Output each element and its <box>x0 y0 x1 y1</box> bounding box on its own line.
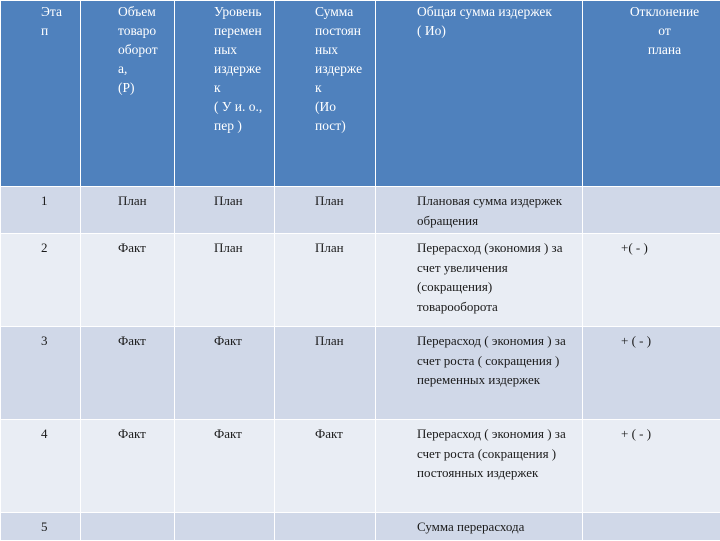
cell-variable-level: Факт <box>175 420 275 513</box>
cell-variable-level <box>175 513 275 541</box>
cell-stage: 2 <box>1 234 81 327</box>
cell-variable-level: План <box>175 234 275 327</box>
cell-total-costs: Сумма перерасхода <box>376 513 583 541</box>
cell-deviation <box>583 187 720 234</box>
table-row <box>1 513 720 541</box>
cell-fixed-costs <box>275 513 376 541</box>
cell-turnover: План <box>81 187 175 234</box>
cell-total-costs: Плановая сумма издержек обращения <box>376 187 583 234</box>
cell-stage: 3 <box>1 327 81 420</box>
cell-fixed-costs: План <box>275 327 376 420</box>
cell-total-costs: Перерасход (экономия ) за счет увеличения (сокращения) товарооборота <box>376 234 583 327</box>
cell-stage: 4 <box>1 420 81 513</box>
header-fixed-costs: Сумма постоян ных издерже к (Ио пост) <box>275 1 376 187</box>
cell-turnover <box>81 513 175 541</box>
cell-deviation: + ( - ) <box>583 420 720 513</box>
header-total-costs: Общая сумма издержек ( Ио) <box>376 1 583 187</box>
table-row <box>1 234 720 327</box>
cell-stage: 1 <box>1 187 81 234</box>
table-row <box>1 420 720 513</box>
table-row <box>1 327 720 420</box>
cell-deviation: + ( - ) <box>583 327 720 420</box>
header-stage: Эта п <box>1 1 81 187</box>
cell-deviation: +( - ) <box>583 234 720 327</box>
cell-turnover: Факт <box>81 327 175 420</box>
cell-total-costs: Перерасход ( экономия ) за счет роста (сокращения ) постоянных издержек <box>376 420 583 513</box>
header-variable-cost-level: Уровень перемен ных издерже к ( У и. о., пер ) <box>175 1 275 187</box>
cell-variable-level: План <box>175 187 275 234</box>
cell-fixed-costs: План <box>275 187 376 234</box>
table-row <box>1 187 720 234</box>
cell-stage: 5 <box>1 513 81 541</box>
header-deviation: Отклонение от плана <box>583 1 720 187</box>
cell-turnover: Факт <box>81 234 175 327</box>
header-turnover: Объем товаро оборот а, (Р) <box>81 1 175 187</box>
cell-fixed-costs: Факт <box>275 420 376 513</box>
cell-deviation <box>583 513 720 541</box>
cell-total-costs: Перерасход ( экономия ) за счет роста ( сокращения ) переменных издержек <box>376 327 583 420</box>
header-row <box>1 1 720 187</box>
cell-variable-level: Факт <box>175 327 275 420</box>
cell-fixed-costs: План <box>275 234 376 327</box>
cell-turnover: Факт <box>81 420 175 513</box>
